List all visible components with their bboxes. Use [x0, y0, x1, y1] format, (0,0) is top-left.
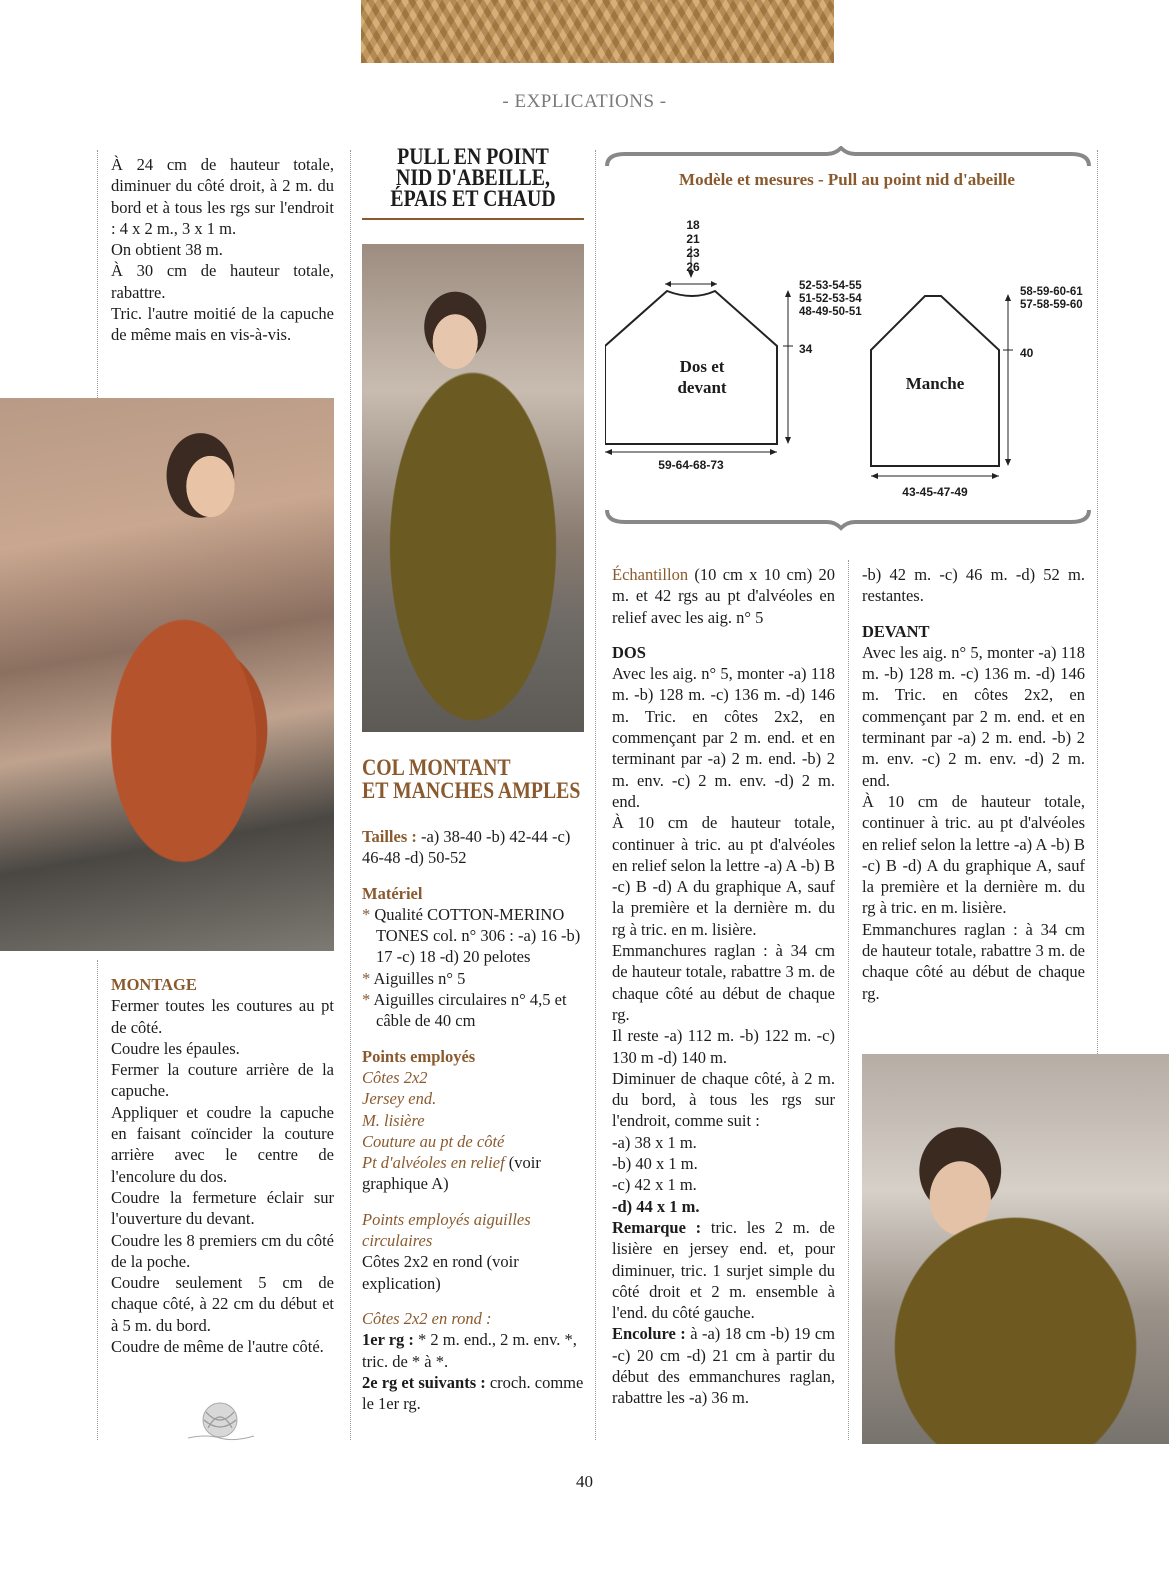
neck-measures: 18 21 23 26: [686, 218, 700, 274]
point-item: Couture au pt de côté: [362, 1131, 505, 1151]
poncho-model-photo: [0, 398, 334, 951]
paragraph: Coudre la fermeture éclair sur l'ouverture du devant.: [111, 1187, 334, 1229]
capuche-instructions: [111, 154, 334, 346]
paragraph: Emmanchures raglan : à 34 cm de hauteur totale, rabattre 3 m. de chaque côté au début de chaque rg.: [862, 919, 1085, 1003]
point-item: M. lisière: [362, 1110, 425, 1130]
paragraph: Avec les aig. n° 5, monter -a) 118 m. -b) 128 m. -c) 136 m. -d) 146 m. Tric. en côtes 2x2, en commençant par 2 m. end. et en terminant par -a) 2 m. end. -b) 2 m. env. -c) 2 m. env. -d) 2 m. end.: [612, 664, 835, 811]
devant-column: [862, 564, 1085, 1004]
points-circ-text: Côtes 2x2 en rond (voir explication): [362, 1252, 519, 1293]
paragraph: On obtient 38 m.: [111, 240, 223, 260]
pattern-title: [378, 146, 569, 209]
sleeve-height-measure: 40: [1020, 346, 1034, 360]
points-heading: Points employés: [362, 1046, 476, 1066]
remarque-label: Remarque :: [612, 1217, 702, 1237]
paragraph: Emmanchures raglan : à 34 cm de hauteur totale, rabattre 3 m. de chaque côté au début de chaque rg.: [612, 941, 835, 1024]
materiel-heading: Matériel: [362, 883, 423, 903]
paragraph: Diminuer de chaque côté, à 2 m. du bord, à tous les rgs sur l'endroit, comme suit :: [612, 1068, 835, 1131]
sweater-model-photo: [362, 244, 584, 732]
devant-heading: DEVANT: [862, 621, 930, 641]
body-piece-label: Dos et devant: [677, 357, 727, 397]
paragraph: À 10 cm de hauteur totale, continuer à tric. au pt d'alvéoles en relief selon la lettre -a) A -b) B -c) B -d) A du graphique A, sauf la première et la dernière m. du rg à tric. en m. lisière.: [862, 791, 1085, 918]
body-height-measure: 34: [799, 342, 813, 356]
montage-heading: MONTAGE: [111, 975, 197, 994]
echantillon-text: (10 cm x 10 cm) 20 m. et 42 rgs au pt d'alvéoles en relief avec les aig. n° 5: [612, 565, 835, 627]
paragraph: Coudre seulement 5 cm de chaque côté, à 22 cm du début et à 5 m. du bord.: [111, 1273, 334, 1335]
diagram-title: Modèle et mesures - Pull au point nid d'abeille: [679, 170, 1015, 189]
paragraph: Il reste -a) 112 m. -b) 122 m. -c) 130 m -d) 140 m.: [612, 1026, 835, 1067]
section-header: - EXPLICATIONS -: [502, 91, 667, 112]
paragraph: Tric. l'autre moitié de la capuche de même mais en vis-à-vis.: [111, 304, 334, 345]
paragraph: Fermer la couture arrière de la capuche.: [111, 1060, 334, 1101]
dos-column: [612, 564, 835, 1409]
materiel-item: * Qualité COTTON-MERINO TONES col. n° 306 : -a) 16 -b) 17 -c) 18 -d) 20 pelotes: [362, 904, 581, 967]
paragraph: À 30 cm de hauteur totale, rabattre.: [111, 261, 334, 302]
materiel-item: * Aiguilles n° 5: [362, 968, 466, 988]
subtitle-line: COL MONTANT: [362, 755, 511, 780]
pattern-subtitle: [362, 756, 580, 802]
paragraph: À 24 cm de hauteur totale, diminuer du côté droit, à 2 m. du bord et à tous les rgs sur l'endroit : 4 x 2 m., 3 x 1 m.: [111, 155, 334, 238]
paragraph: -b) 40 x 1 m.: [612, 1154, 698, 1174]
paragraph: Appliquer et coudre la capuche en faisant coïncider la couture arrière avec le centre de l'encolure du dos.: [111, 1102, 334, 1186]
page-number: 40: [576, 1472, 593, 1491]
subtitle-line: ET MANCHES AMPLES: [362, 778, 581, 803]
sleeve-raglan-measures: 58-59-60-61 57-58-59-60: [1020, 286, 1083, 311]
body-raglan-measures: 52-53-54-55 51-52-53-54 48-49-50-51: [799, 280, 862, 318]
sweater-closeup-photo: [862, 1054, 1169, 1444]
paragraph: -a) 38 x 1 m.: [612, 1132, 697, 1152]
yarn-ball-icon: [186, 1398, 256, 1444]
column-divider: [848, 560, 849, 1440]
tailles-text: -a) 38-40 -b) 42-44 -c) 46-48 -d) 50-52: [362, 827, 571, 868]
point-item: Côtes 2x2: [362, 1067, 428, 1087]
measurements-diagram: [605, 146, 1092, 536]
materials-column: [362, 826, 584, 1414]
sleeve-width-measure: 43-45-47-49: [902, 485, 968, 499]
title-line: PULL EN POINT: [397, 144, 549, 169]
knit-texture-photo: [361, 0, 834, 63]
row-label: 1er rg :: [362, 1330, 414, 1350]
title-underline: [362, 218, 584, 220]
paragraph: Coudre de même de l'autre côté.: [111, 1337, 324, 1357]
body-width-measure: 59-64-68-73: [658, 458, 724, 472]
paragraph: Fermer toutes les coutures au pt de côté.: [111, 996, 334, 1037]
point-item: Jersey end.: [362, 1089, 437, 1109]
paragraph: -c) 42 x 1 m.: [612, 1175, 697, 1195]
diagram-bottom-bracket: [607, 510, 1089, 528]
row-text: croch. comme le 1er rg.: [362, 1372, 584, 1414]
paragraph: Coudre les épaules.: [111, 1038, 240, 1058]
sleeve-piece-label: Manche: [905, 374, 965, 393]
paragraph: Avec les aig. n° 5, monter -a) 118 m. -b) 128 m. -c) 136 m. -d) 146 m. Tric. en côtes 2x2, en commençant par 2 m. end. et en terminant par -a) 2 m. end. -b) 2 m. env. -c) 2 m. env. -d) 2 m. end.: [862, 642, 1085, 790]
remarque-text: tric. les 2 m. de lisière en jersey end. et, pour diminuer, tric. 1 surjet simple du côté droit et 2 m. ensemble à l'end. du côté gauche.: [612, 1217, 835, 1323]
montage-section: [111, 974, 334, 1357]
row-text: * 2 m. end., 2 m. env. *, tric. de * à *.: [362, 1330, 577, 1371]
column-divider: [350, 150, 351, 1440]
title-line: NID D'ABEILLE,: [396, 165, 550, 190]
encolure-label: Encolure :: [612, 1324, 686, 1344]
cotes-rond-heading: Côtes 2x2 en rond :: [362, 1308, 492, 1328]
paragraph: -b) 42 m. -c) 46 m. -d) 52 m. restantes.: [862, 565, 1085, 606]
point-note: (voir graphique A): [362, 1153, 541, 1194]
column-divider: [97, 960, 98, 1440]
column-divider: [595, 150, 596, 1440]
title-line: ÉPAIS ET CHAUD: [390, 186, 556, 211]
row-label: 2e rg et suivants :: [362, 1372, 486, 1392]
dos-heading: DOS: [612, 642, 646, 662]
encolure-text: à -a) 18 cm -b) 19 cm -c) 20 cm -d) 21 cm à partir du début des emmanchures raglan, rabattre les -a) 36 m.: [612, 1324, 835, 1408]
paragraph: Coudre les 8 premiers cm du côté de la poche.: [111, 1230, 334, 1271]
echantillon-label: Échantillon: [612, 565, 689, 584]
paragraph: -d) 44 x 1 m.: [612, 1196, 700, 1216]
diagram-top-bracket: [607, 148, 1089, 166]
points-circ-heading: Points employés aiguilles circulaires: [362, 1209, 531, 1251]
paragraph: À 10 cm de hauteur totale, continuer à tric. au pt d'alvéoles en relief selon la lettre -a) A -b) B -c) B -d) A du graphique A, sauf la première et la dernière m. du rg à tric. en m. lisière.: [612, 813, 835, 939]
point-item: Pt d'alvéoles en relief: [362, 1153, 505, 1173]
materiel-item: * Aiguilles circulaires n° 4,5 et câble de 40 cm: [362, 990, 567, 1031]
column-divider: [97, 150, 98, 398]
tailles-label: Tailles :: [362, 827, 417, 846]
